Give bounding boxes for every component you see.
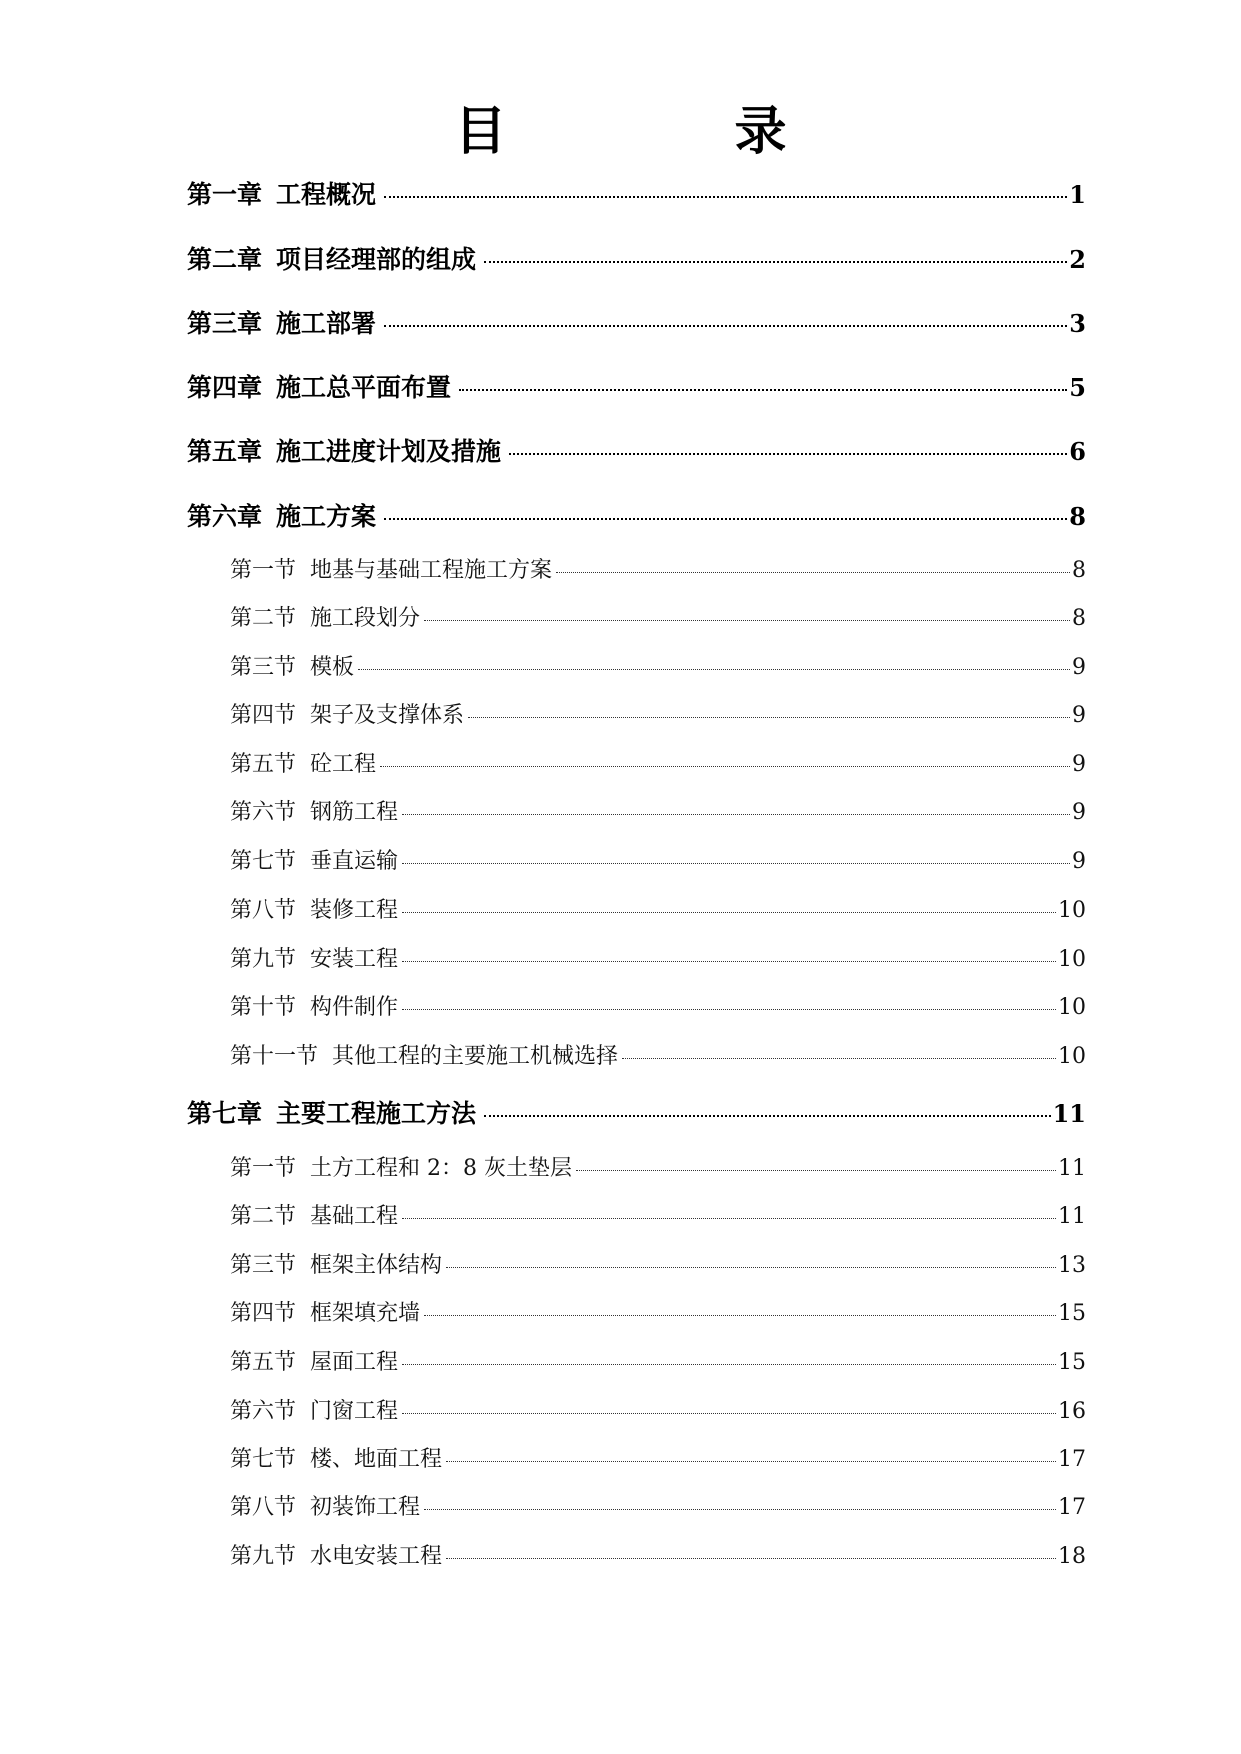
toc-entry-label: 楼、地面工程	[310, 1447, 443, 1472]
toc-entry-number: 第二节	[230, 606, 297, 631]
toc-entry-label: 基础工程	[310, 1204, 399, 1229]
toc-entry-number: 第四章	[187, 373, 263, 402]
toc-entry-page-number: 9	[1072, 703, 1086, 728]
toc-entry-page-number: 11	[1058, 1156, 1086, 1181]
toc-dot-leader	[402, 814, 1070, 815]
toc-entry-page-number: 10	[1058, 995, 1086, 1020]
toc-entry-label: 构件制作	[310, 995, 399, 1020]
toc-dot-leader	[484, 261, 1067, 263]
toc-section-entry[interactable]	[230, 1199, 1086, 1231]
toc-dot-leader	[484, 1115, 1051, 1117]
toc-entry-label: 初装饰工程	[310, 1495, 421, 1520]
toc-entry-label: 施工方案	[276, 502, 377, 531]
toc-entry-number: 第六节	[230, 800, 297, 825]
toc-entry-label: 架子及支撑体系	[310, 703, 465, 728]
toc-entry-page-number: 18	[1058, 1544, 1086, 1569]
toc-entry-label: 施工段划分	[310, 606, 421, 631]
toc-dot-leader	[424, 620, 1070, 621]
toc-entry-label: 施工部署	[276, 309, 377, 338]
toc-entry-label: 框架主体结构	[310, 1253, 443, 1278]
toc-entry-number: 第一节	[230, 1156, 297, 1181]
toc-section-entry[interactable]	[230, 650, 1086, 682]
toc-dot-leader	[424, 1315, 1056, 1316]
toc-dot-leader	[459, 389, 1067, 391]
toc-entry-label: 安装工程	[310, 947, 399, 972]
toc-entry-number: 第十一节	[230, 1044, 319, 1069]
toc-entry-number: 第八节	[230, 1495, 297, 1520]
toc-section-entry[interactable]	[230, 990, 1086, 1022]
toc-section-entry[interactable]	[230, 1539, 1086, 1571]
toc-entry-page-number: 15	[1058, 1350, 1086, 1375]
toc-section-entry[interactable]	[230, 942, 1086, 974]
toc-dot-leader	[576, 1170, 1056, 1171]
toc-chapter-entry[interactable]	[187, 432, 1086, 468]
toc-section-entry[interactable]	[230, 1394, 1086, 1426]
toc-entry-label: 垂直运输	[310, 849, 399, 874]
toc-section-entry[interactable]	[230, 553, 1086, 585]
toc-entry-number: 第七节	[230, 849, 297, 874]
toc-entry-number: 第五章	[187, 437, 263, 466]
toc-dot-leader	[402, 1218, 1056, 1219]
toc-entry-number: 第三节	[230, 1253, 297, 1278]
toc-entry-page-number: 15	[1058, 1301, 1086, 1326]
toc-entry-number: 第九节	[230, 947, 297, 972]
toc-dot-leader	[424, 1509, 1056, 1510]
toc-entry-number: 第九节	[230, 1544, 297, 1569]
toc-entry-page-number: 11	[1058, 1204, 1086, 1229]
toc-entry-label: 主要工程施工方法	[276, 1099, 477, 1128]
toc-chapter-entry[interactable]	[187, 1094, 1086, 1130]
toc-dot-leader	[384, 196, 1067, 198]
toc-entry-page-number: 9	[1072, 849, 1086, 874]
toc-entry-label: 屋面工程	[310, 1350, 399, 1375]
toc-section-entry[interactable]	[230, 795, 1086, 827]
toc-dot-leader	[446, 1267, 1056, 1268]
toc-entry-label: 砼工程	[310, 752, 377, 777]
toc-dot-leader	[402, 961, 1056, 962]
toc-dot-leader	[446, 1461, 1056, 1462]
toc-entry-page-number: 16	[1058, 1399, 1086, 1424]
toc-entry-page-number: 9	[1072, 752, 1086, 777]
toc-entry-label: 地基与基础工程施工方案	[310, 558, 553, 583]
toc-entry-label: 模板	[310, 655, 355, 680]
toc-dot-leader	[446, 1558, 1056, 1559]
toc-dot-leader	[402, 912, 1056, 913]
toc-section-entry[interactable]	[230, 1151, 1086, 1183]
toc-chapter-entry[interactable]	[187, 304, 1086, 340]
toc-entry-page-number: 5	[1069, 373, 1086, 402]
toc-entry-number: 第五节	[230, 1350, 297, 1375]
toc-entry-label: 土方工程和 2：8 灰土垫层	[310, 1156, 572, 1181]
toc-entry-page-number: 1	[1069, 180, 1086, 209]
toc-entry-label: 施工总平面布置	[276, 373, 452, 402]
toc-section-entry[interactable]	[230, 1490, 1086, 1522]
toc-entry-page-number: 10	[1058, 1044, 1086, 1069]
toc-dot-leader	[358, 669, 1070, 670]
toc-dot-leader	[622, 1058, 1056, 1059]
toc-section-entry[interactable]	[230, 747, 1086, 779]
toc-entry-number: 第三章	[187, 309, 263, 338]
toc-entry-page-number: 10	[1058, 947, 1086, 972]
toc-entry-page-number: 2	[1069, 245, 1086, 274]
toc-section-entry[interactable]	[230, 1296, 1086, 1328]
toc-entry-label: 门窗工程	[310, 1399, 399, 1424]
toc-entry-number: 第八节	[230, 898, 297, 923]
toc-chapter-entry[interactable]	[187, 240, 1086, 276]
toc-entry-label: 其他工程的主要施工机械选择	[332, 1044, 619, 1069]
toc-section-entry[interactable]	[230, 601, 1086, 633]
toc-entry-page-number: 8	[1072, 558, 1086, 583]
toc-entry-number: 第七章	[187, 1099, 263, 1128]
toc-entry-number: 第三节	[230, 655, 297, 680]
toc-entry-number: 第一章	[187, 180, 263, 209]
toc-entry-label: 施工进度计划及措施	[276, 437, 502, 466]
toc-entry-number: 第二节	[230, 1204, 297, 1229]
toc-entry-page-number: 3	[1069, 309, 1086, 338]
toc-section-entry[interactable]	[230, 1248, 1086, 1280]
toc-entry-page-number: 17	[1058, 1447, 1086, 1472]
toc-entry-page-number: 9	[1072, 655, 1086, 680]
toc-entry-number: 第五节	[230, 752, 297, 777]
toc-entry-label: 装修工程	[310, 898, 399, 923]
toc-entry-number: 第一节	[230, 558, 297, 583]
toc-dot-leader	[384, 325, 1067, 327]
toc-dot-leader	[380, 766, 1070, 767]
toc-entry-page-number: 6	[1069, 437, 1086, 466]
toc-section-entry[interactable]	[230, 1039, 1086, 1071]
toc-dot-leader	[468, 717, 1070, 718]
toc-entry-label: 项目经理部的组成	[276, 245, 477, 274]
toc-entry-number: 第四节	[230, 703, 297, 728]
toc-dot-leader	[402, 1364, 1056, 1365]
toc-entry-page-number: 11	[1052, 1099, 1086, 1128]
toc-entry-label: 工程概况	[276, 180, 377, 209]
toc-title: 目 录	[454, 102, 875, 162]
toc-entry-page-number: 10	[1058, 898, 1086, 923]
toc-dot-leader	[402, 863, 1070, 864]
toc-entry-page-number: 17	[1058, 1495, 1086, 1520]
toc-entry-label: 框架填充墙	[310, 1301, 421, 1326]
toc-dot-leader	[556, 572, 1070, 573]
toc-entry-number: 第六节	[230, 1399, 297, 1424]
toc-section-entry[interactable]	[230, 844, 1086, 876]
toc-section-entry[interactable]	[230, 1442, 1086, 1474]
toc-entry-number: 第二章	[187, 245, 263, 274]
toc-entry-page-number: 9	[1072, 800, 1086, 825]
toc-dot-leader	[402, 1009, 1056, 1010]
toc-entry-number: 第四节	[230, 1301, 297, 1326]
toc-entry-number: 第十节	[230, 995, 297, 1020]
toc-dot-leader	[509, 453, 1067, 455]
toc-dot-leader	[402, 1413, 1056, 1414]
toc-entry-number: 第六章	[187, 502, 263, 531]
toc-entry-page-number: 8	[1072, 606, 1086, 631]
toc-chapter-entry[interactable]	[187, 175, 1086, 211]
toc-section-entry[interactable]	[230, 1345, 1086, 1377]
toc-section-entry[interactable]	[230, 698, 1086, 730]
toc-entry-number: 第七节	[230, 1447, 297, 1472]
toc-dot-leader	[384, 518, 1067, 520]
toc-entry-label: 水电安装工程	[310, 1544, 443, 1569]
toc-entry-page-number: 13	[1058, 1253, 1086, 1278]
toc-chapter-entry[interactable]	[187, 368, 1086, 404]
toc-chapter-entry[interactable]	[187, 497, 1086, 533]
toc-section-entry[interactable]	[230, 893, 1086, 925]
toc-entry-page-number: 8	[1069, 502, 1086, 531]
toc-entry-label: 钢筋工程	[310, 800, 399, 825]
